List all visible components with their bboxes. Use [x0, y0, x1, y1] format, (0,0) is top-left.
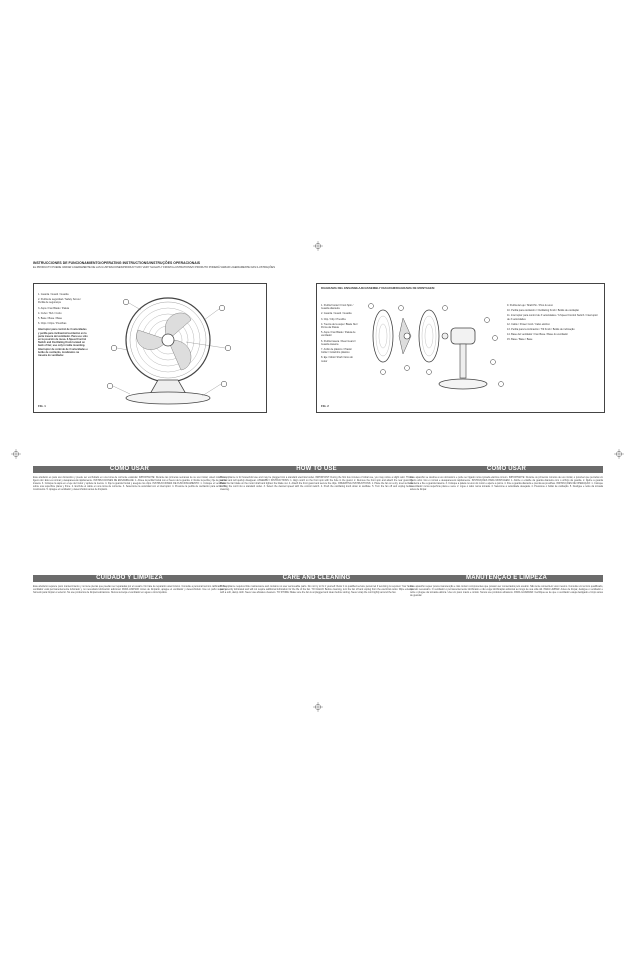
fan-illustration — [96, 290, 261, 408]
section-header: CUIDADO Y LIMPIEZA — [33, 575, 226, 582]
fig2-label-list-left — [321, 304, 359, 363]
fig2-label: 8. Eje / Motor Shaft / Eixo do motor — [321, 356, 353, 363]
section-header: MANUTENÇÃO E LIMPEZA — [410, 575, 603, 582]
section-body: Este aparelho requer pouca manutenção e não contém componentes que possam ser consertados pelo usuário. Não tente consertá-lo você mesmo. Consulte um técnico qualificado, quando necessário. O ventilador é permanentemente lubrificado e não exige lubrificação adicional ao longo de sua vida útil. PARA LIMPAR: Antes de limpar, desligue o ventilador e retire o plugue da tomada elétrica. Use um pano macio e úmido. Nunca use produtos abrasivos. PARA GUARDAR: Certifique-se de que o ventilador esteja desligado e limpo antes de guardar. — [410, 585, 603, 597]
fig1-label: 6. Clips / Clips / Presilhas — [38, 322, 67, 326]
fig2-label: 5. Aspa / Fan Blade / Paleta de ventilador — [321, 331, 356, 338]
fig1-label: 4. Cubo / Hub / Cubo — [38, 311, 62, 315]
fig2-tag: FIG. 2 — [321, 404, 329, 408]
fig2-label: 9. Perilla del eje / Shaft Pin / Pino do eixo — [507, 304, 553, 307]
section-body: Este aparelho se destina a uso doméstico e pode ser ligado numa tomada elétrica comum. IMPORTANTE: Durante os primeiros minutos de uso inicial, é possível que perceba um ligeiro odor. Isto é normal e desaparecerá rapidamente. INSTRUÇÕES PARA MONTAGEM: 1. Alinhe o entalhe da guarda dianteira com o orifício da guarda. 2. Retire a guarda dianteira e fixe a guarda traseira. 3. Coloque a paleta no eixo do motor e aperte a porca. 4. Fixe a guarda dianteira e prenda as presilhas. INSTRUÇÕES DE OPERAÇÃO: 1. Coloque o ventilador numa superfície plana e seca. 2. Ligue o cabo numa tomada. 3. Selecione a velocidade desejada. 4. Pressione o botão de oscilação. 5. Desligue e retire da tomada antes de limpar. — [410, 476, 603, 491]
fig2-title: DIAGRAMA DEL ENSAMBLAJE/ASSEMBLY DIAGRAM/DIAGRAMA DE MONTAGEM — [321, 286, 435, 290]
fig1-label: 3. Aspa / Fan Blade / Paleta — [38, 306, 69, 310]
fig2-label: 14. Base del ventilador / Fan Base / Base do ventilador — [507, 333, 569, 337]
registration-mark-left — [11, 449, 21, 459]
section-body: This appliance is for household use and may be plugged into a standard electrical outlet. IMPORTANT: During the first few minutes of initial use, you may notice a slight odor. This is normal and will quickly disappear. ASSEMBLY INSTRUCTIONS: 1. Align notch on the front spin with the hole in the guard. 2. Remove the front spin and attach the rear guard. 3. Place the fan blade on the motor shaft and tighten the blade nut. 4. Attach the front guard and secure the clips. OPERATING INSTRUCTIONS: 1. Place the fan on a dry, level surface. 2. Plug the cord into a standard outlet. 3. Select the desired speed with the control switch. 4. Push the oscillating knob down to oscillate. 5. Turn the fan off and unplug before cleaning. — [220, 476, 413, 491]
registration-mark-bottom — [313, 702, 323, 712]
fig2-label: 2. Guarda / Guard / Guarda — [321, 312, 352, 316]
figure-2-panel — [316, 283, 605, 413]
fig2-label: 11. Interruptor para control de 3 velocidades / 3-Speed Control Switch / Interruptor de 3 velocidades — [507, 314, 598, 321]
fig2-label: 3. Clip / Clip / Presilha — [321, 317, 346, 321]
fig1-label: 2. Perilla de seguridad / Safety Screw / Perilla de segurança — [38, 298, 82, 305]
column-spanish — [33, 466, 226, 594]
page-heading — [33, 261, 603, 269]
page-subtitle: EL PRODUCTO PUEDE VARIAR LIGERAMENTE DE LAS ILUSTRACIONES/PRODUCT MAY VARY SLIGHTLY FROM ILLUSTRATIONS/O PRODUTO PODERÁ VARIAR LIGEIRAMENTE DAS ILUSTRAÇÕES — [33, 266, 275, 269]
fig2-label-list-right — [507, 304, 599, 342]
section-header: HOW TO USE — [220, 466, 413, 473]
fig2-label: 15. Base / Base / Base — [507, 338, 533, 342]
fig2-label: 7. Anillo de plástico / Plastic Collar / Colarinho plástico — [321, 348, 352, 355]
fig2-label: 6. Perilla trasera / Rear Guard / Guarda traseira — [321, 339, 356, 346]
column-portuguese — [410, 466, 603, 597]
registration-mark-top — [313, 241, 323, 251]
fig1-label: 5. Base / Base / Base — [38, 317, 63, 321]
fig1-tag: FIG. 1 — [38, 404, 46, 408]
page-title: INSTRUCCIONES DE FUNCIONAMIENTO/OPERATING INSTRUCTIONS/INSTRUÇÕES OPERACIONAIS — [33, 261, 201, 265]
fig2-label: 10. Perilla para oscilación / Oscillating Knob / Botão de oscilação — [507, 309, 579, 313]
section-body: Este artefacto requiere poco mantenimiento y no tiene piezas que puedan ser reparadas por el usuario. No trate de repararlo usted mismo. Consulte a personal técnico calificado. Su ventilador está permanentemente lubricado y no necesitará lubricación adicional. PARA LIMPIAR: Antes de limpiarlo, apague el ventilador y desenchúfelo. Use un paño suave y húmedo para limpiar el exterior. No use productos de limpieza abrasivos. Nunca sumerja el ventilador en agua u otros líquidos. — [33, 585, 226, 594]
section-body: This appliance requires little maintenance and contains no user serviceable parts. Do not try to fix it yourself. Refer it to qualified service personnel if servicing is required. Your fan is permanently lubricated and will not require additional lubrication for the life of the fan. TO CLEAN: Before cleaning, turn the fan off and unplug from the electrical outlet. Wipe exterior with a soft, damp cloth. Never use abrasive cleaners. TO STORE: Make sure the fan is unplugged and clean before storing. Never wrap the cord tightly around the fan. — [220, 585, 413, 594]
fig1-note: Interruptor para control de 3 velocidades y perilla para inclinación/oscilación en la parte trasera del ventilador. Para uso sólo en la posición de mesa. 3-Speed Control Switch and Oscillating Knob located on back of fan; use only in table mounting. Interruptor de controle de 3 velocidades e botão de oscilação, localizados na traseira do ventilador. — [38, 328, 88, 358]
section-header: COMO USAR — [33, 466, 226, 473]
section-header: COMO USAR — [410, 466, 603, 473]
figure-1-panel — [33, 283, 267, 413]
column-english — [220, 466, 413, 594]
fig2-label: 12. Cable / Power Cord / Cabo elétrico — [507, 322, 550, 326]
fig2-label: 13. Perilla para la inclinación / Tilt Knob / Botão de inclinação — [507, 328, 575, 332]
registration-mark-right — [614, 449, 624, 459]
fig2-label: 4. Tuerca de la aspa / Blade Nut / Porca da Paleta — [321, 322, 359, 330]
section-header: CARE AND CLEANING — [220, 575, 413, 582]
fig1-label-list — [38, 293, 88, 357]
fig2-label: 1. Perilla frontal / Front Spin / Guarda dianteira — [321, 304, 354, 311]
fig1-label: 1. Guarda / Guard / Guarda — [38, 293, 69, 296]
section-body: Este artefacto es para uso doméstico y puede ser enchufado en una toma de corriente estándar. IMPORTANTE: Durante las primeras semanas de su uso inicial, usted notará un ligero olor. Esto es normal y desaparecerá rápidamente. INSTRUCCIONES DE ENSAMBLAJE: 1. Alinee la perilla frontal con el hueco de la guarda. 2. Retire la perilla y fije la guarda trasera. 3. Coloque la aspa en el eje del motor y apriete la tuerca. 4. Fije la guarda frontal y asegure los clips. INSTRUCCIONES DE FUNCIONAMIENTO: 1. Coloque el ventilador sobre una superficie plana y firme. 2. Enchufe el cable en una toma de corriente. 3. Seleccione la velocidad con el interruptor. 4. Presione la perilla de oscilación para activar el movimiento. 5. Apague el ventilador y desenchúfelo antes de limpiarlo. — [33, 476, 226, 491]
